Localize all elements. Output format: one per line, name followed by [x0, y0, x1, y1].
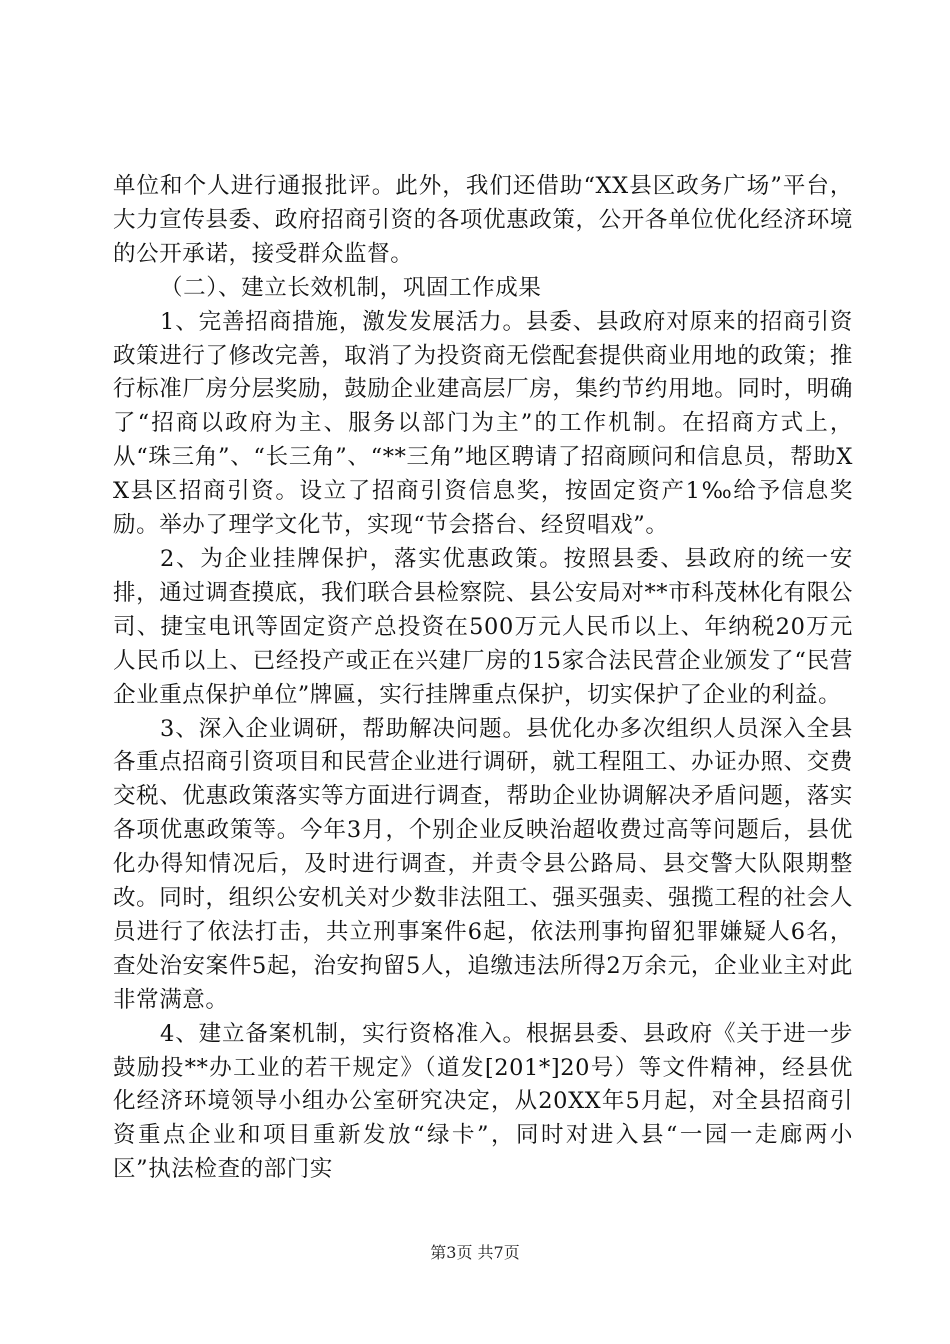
paragraph-continuation: 单位和个人进行通报批评。此外，我们还借助“XX县区政务广场”平台，大力宣传县委、政府招商引资的各项优惠政策，公开各单位优化经济环境的公开承诺，接受群众监督。	[113, 173, 853, 267]
paragraph-item-1: 1、完善招商措施，激发发展活力。县委、县政府对原来的招商引资政策进行了修改完善，取消了为投资商无偿配套提供商业用地的政策；推行标准厂房分层奖励，鼓励企业建高层厂房，集约节约用地。同时，明确了“招商以政府为主、服务以部门为主”的工作机制。在招商方式上，从“珠三角”、“长三角”、“**三角”地区聘请了招商顾问和信息员，帮助XX县区招商引资。设立了招商引资信息奖，按固定资产1‰给予信息奖励。举办了理学文化节，实现“节会搭台、经贸唱戏”。	[113, 308, 853, 539]
section-heading: （二）、建立长效机制，巩固工作成果	[160, 274, 542, 301]
paragraph-item-4: 4、建立备案机制，实行资格准入。根据县委、县政府《关于进一步鼓励投**办工业的若干规定》（道发[201*]20号）等文件精神，经县优化经济环境领导小组办公室研究决定，从20XX年5月起，对全县招商引资重点企业和项目重新发放“绿卡”，同时对进入县“一园一走廊两小区”执法检查的部门实	[113, 1020, 853, 1183]
paragraph-item-3: 3、深入企业调研，帮助解决问题。县优化办多次组织人员深入全县各重点招商引资项目和民营企业进行调研，就工程阻工、办证办照、交费交税、优惠政策落实等方面进行调查，帮助企业协调解决矛盾问题，落实各项优惠政策等。今年3月，个别企业反映治超收费过高等问题后，县优化办得知情况后，及时进行调查，并责令县公路局、县交警大队限期整改。同时，组织公安机关对少数非法阻工、强买强卖、强揽工程的社会人员进行了依法打击，共立刑事案件6起，依法刑事拘留犯罪嫌疑人6名，查处治安案件5起，治安拘留5人，追缴违法所得2万余元，企业业主对此非常满意。	[113, 715, 853, 1013]
page-footer: 第3页 共7页	[430, 1243, 520, 1262]
document-body	[113, 170, 853, 1187]
paragraph-item-2: 2、为企业挂牌保护，落实优惠政策。按照县委、县政府的统一安排，通过调查摸底，我们联合县检察院、县公安局对**市科茂林化有限公司、捷宝电讯等固定资产总投资在500万元人民币以上、年纳税20万元人民币以上、已经投产或正在兴建厂房的15家合法民营企业颁发了“民营企业重点保护单位”牌匾，实行挂牌重点保护，切实保护了企业的利益。	[113, 545, 853, 708]
